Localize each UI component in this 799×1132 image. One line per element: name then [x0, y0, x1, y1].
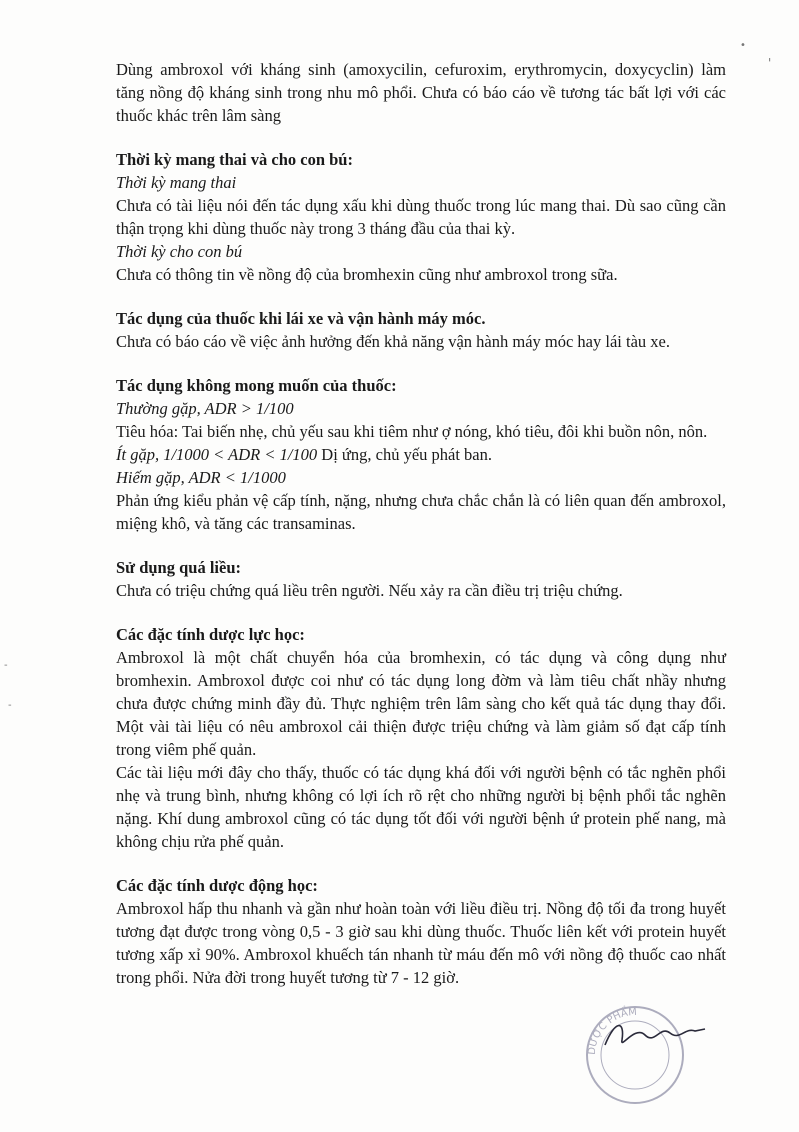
paragraph-pregnancy: Chưa có tài liệu nói đến tác dụng xấu khi dùng thuốc trong lúc mang thai. Dù sao cũng cần thận trọng khi dùng thuốc này trong 3 tháng đầu của thai kỳ. — [116, 196, 726, 238]
paragraph-pharmacodynamics-1: Ambroxol là một chất chuyển hóa của bromhexin, có tác dụng và công dụng như bromhexin. Ambroxol được coi như có tác dụng long đờm và làm tiêu chất nhầy nhưng chưa được chứng minh đầy đủ. Thực nghiệm trên lâm sàng cho kết quả tác dụng thay đổi. Một vài tài liệu có nêu ambroxol cải thiện được triệu chứng và làm giảm số đạt cấp tính trong viêm phế quản. — [116, 648, 726, 759]
section-pregnancy — [116, 148, 726, 286]
heading-pharmacodynamics: Các đặc tính dược lực học: — [116, 625, 305, 644]
section-interactions — [116, 58, 726, 127]
scan-mark: - — [8, 700, 12, 711]
scan-mark: - — [4, 660, 8, 671]
subheading-uncommon: Ít gặp, 1/1000 < ADR < 1/100 — [116, 445, 318, 464]
paragraph-pharmacodynamics-2: Các tài liệu mới đây cho thấy, thuốc có tác dụng khá đối với người bệnh có tắc nghẽn phổi nhẹ và trung bình, nhưng không có lợi ích rõ rệt cho những người bị bệnh phổi tắc nghẽn nặng. Khí dung ambroxol cũng có tác dụng tốt đối với người bệnh ứ protein phế nang, mà không chịu rửa phế quản. — [116, 763, 726, 851]
section-pharmacodynamics — [116, 623, 726, 853]
heading-driving: Tác dụng của thuốc khi lái xe và vận hành máy móc. — [116, 309, 486, 328]
document-body — [116, 58, 726, 989]
subheading-pregnancy: Thời kỳ mang thai — [116, 173, 237, 192]
section-overdose — [116, 556, 726, 602]
heading-pharmacokinetics: Các đặc tính dược động học: — [116, 876, 318, 895]
section-driving — [116, 307, 726, 353]
scan-mark: • — [740, 40, 746, 51]
paragraph-common: Tiêu hóa: Tai biến nhẹ, chủ yếu sau khi tiêm như ợ nóng, khó tiêu, đôi khi buồn nôn, nôn. — [116, 422, 708, 441]
paragraph-breastfeeding: Chưa có thông tin về nồng độ của bromhexin cũng như ambroxol trong sữa. — [116, 265, 618, 284]
section-side-effects — [116, 374, 726, 535]
signature-mark — [600, 1015, 710, 1055]
paragraph-uncommon — [116, 443, 726, 466]
paragraph-interactions: Dùng ambroxol với kháng sinh (amoxycilin, cefuroxim, erythromycin, doxycyclin) làm tăng nồng độ kháng sinh trong nhu mô phổi. Chưa có báo cáo về tương tác bất lợi với các thuốc khác trên lâm sàng — [116, 60, 726, 125]
subheading-breastfeeding: Thời kỳ cho con bú — [116, 242, 243, 261]
subheading-rare: Hiếm gặp, ADR < 1/1000 — [116, 468, 286, 487]
heading-side-effects: Tác dụng không mong muốn của thuốc: — [116, 376, 397, 395]
subheading-common: Thường gặp, ADR > 1/100 — [116, 399, 294, 418]
paragraph-pharmacokinetics: Ambroxol hấp thu nhanh và gần như hoàn toàn với liều điều trị. Nồng độ tối đa trong huyết tương đạt được trong vòng 0,5 - 3 giờ sau khi dùng thuốc. Thuốc liên kết với protein huyết tương xấp xỉ 90%. Ambroxol khuếch tán nhanh từ máu đến mô với nồng độ thuốc cao nhất trong phổi. Nửa đời trong huyết tương từ 7 - 12 giờ. — [116, 899, 726, 987]
stamp-text: DƯỢC PHẨM — [586, 1006, 638, 1056]
section-pharmacokinetics — [116, 874, 726, 989]
paragraph-driving: Chưa có báo cáo về việc ảnh hưởng đến khả năng vận hành máy móc hay lái tàu xe. — [116, 332, 670, 351]
text-uncommon: Dị ứng, chủ yếu phát ban. — [317, 445, 492, 464]
paragraph-rare: Phản ứng kiểu phản vệ cấp tính, nặng, nhưng chưa chắc chắn là có liên quan đến ambroxol, miệng khô, và tăng các transaminas. — [116, 491, 726, 533]
heading-pregnancy: Thời kỳ mang thai và cho con bú: — [116, 150, 353, 169]
heading-overdose: Sử dụng quá liều: — [116, 558, 241, 577]
paragraph-overdose: Chưa có triệu chứng quá liều trên người. Nếu xảy ra cần điều trị triệu chứng. — [116, 581, 623, 600]
scan-mark: ' — [768, 56, 772, 70]
